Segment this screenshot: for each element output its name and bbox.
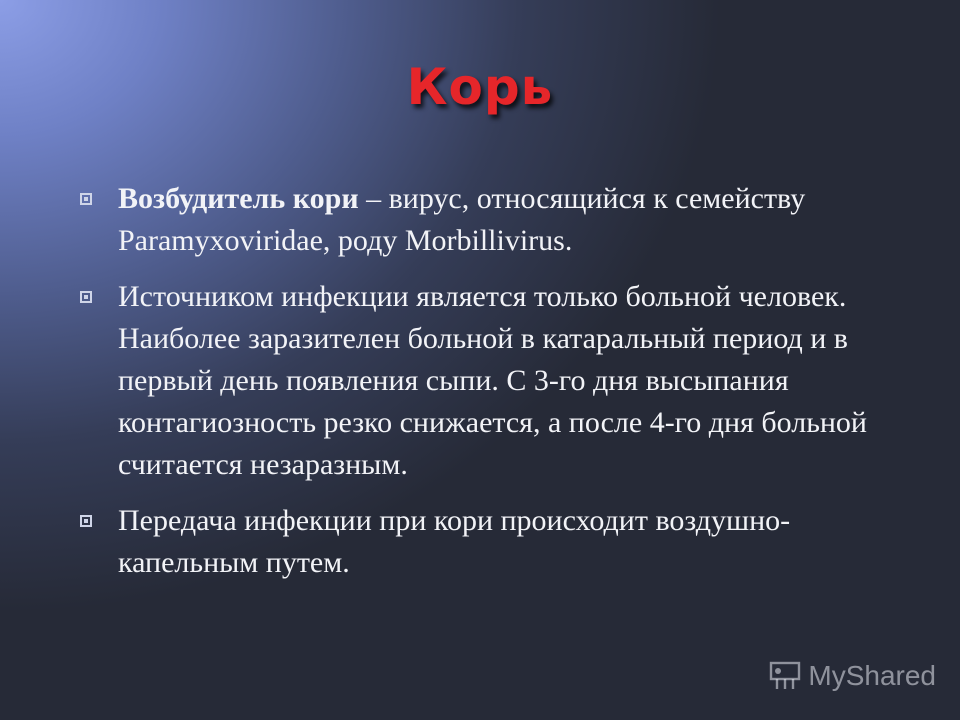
bullet-item: [80, 178, 910, 262]
bullet-text: Источником инфекции является только больной человек. Наиболее заразителен больной в катаральный период и в первый день появления сыпи. С 3-го дня высыпания контагиозность резко снижается, а после 4-го дня больной считается незаразным.: [118, 280, 867, 481]
bullet-item: [80, 276, 910, 486]
bullet-bold-text: Возбудитель кори: [118, 182, 359, 215]
watermark-text: MyShared: [808, 660, 936, 691]
bullet-text: – вирус, относящийся к семейству Paramyxoviridae, роду Morbillivirus.: [118, 182, 806, 257]
classroom-icon: [768, 660, 802, 692]
square-bullet-icon: [80, 193, 92, 205]
bullet-text: Передача инфекции при кори происходит воздушно-капельным путем.: [118, 504, 791, 579]
square-bullet-icon: [80, 515, 92, 527]
slide-title: Корь: [406, 58, 554, 116]
square-bullet-icon: [80, 291, 92, 303]
bullet-item: [80, 500, 910, 584]
bullet-list: [80, 178, 910, 598]
watermark: [768, 660, 936, 692]
